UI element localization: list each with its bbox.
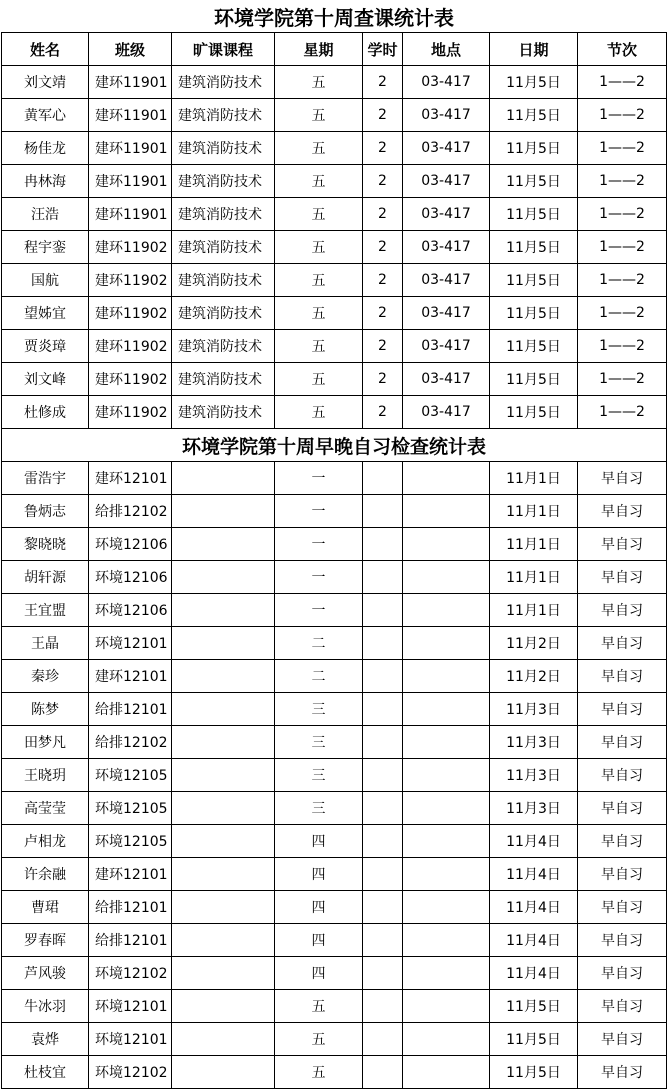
period-cell: 早自习 (578, 462, 667, 495)
location-cell: 03-417 (403, 165, 490, 198)
date-cell: 11月5日 (490, 1023, 578, 1056)
course-cell: 建筑消防技术 (172, 396, 275, 429)
weekday-cell: 五 (275, 66, 363, 99)
course-cell (172, 594, 275, 627)
table-row (2, 363, 667, 396)
weekday-cell: 四 (275, 924, 363, 957)
class-cell: 环境12106 (89, 561, 172, 594)
course-cell (172, 561, 275, 594)
weekday-cell: 五 (275, 99, 363, 132)
name-cell: 雷浩宇 (2, 462, 89, 495)
period-cell: 早自习 (578, 957, 667, 990)
table-row (2, 660, 667, 693)
period-cell: 早自习 (578, 660, 667, 693)
period-cell: 1——2 (578, 165, 667, 198)
table-row (2, 627, 667, 660)
weekday-cell: 五 (275, 396, 363, 429)
weekday-cell: 五 (275, 1056, 363, 1089)
weekday-cell: 一 (275, 594, 363, 627)
header-course: 旷课课程 (172, 33, 275, 66)
table-row (2, 792, 667, 825)
table-row (2, 264, 667, 297)
name-cell: 杨佳龙 (2, 132, 89, 165)
name-cell: 黎晓晓 (2, 528, 89, 561)
weekday-cell: 五 (275, 264, 363, 297)
course-cell (172, 1056, 275, 1089)
location-cell (403, 1056, 490, 1089)
location-cell: 03-417 (403, 396, 490, 429)
class-cell: 环境12102 (89, 957, 172, 990)
hours-cell: 2 (363, 132, 403, 165)
hours-cell: 2 (363, 231, 403, 264)
table-row (2, 891, 667, 924)
period-cell: 早自习 (578, 924, 667, 957)
header-date: 日期 (490, 33, 578, 66)
table-row (2, 1056, 667, 1089)
weekday-cell: 五 (275, 330, 363, 363)
class-cell: 环境12102 (89, 1056, 172, 1089)
date-cell: 11月1日 (490, 462, 578, 495)
location-cell (403, 660, 490, 693)
hours-cell: 2 (363, 66, 403, 99)
class-cell: 建环11902 (89, 231, 172, 264)
name-cell: 田梦凡 (2, 726, 89, 759)
course-cell (172, 759, 275, 792)
class-cell: 建环11902 (89, 396, 172, 429)
class-cell: 建环11902 (89, 363, 172, 396)
period-cell: 早自习 (578, 891, 667, 924)
hours-cell: 2 (363, 363, 403, 396)
class-cell: 环境12105 (89, 759, 172, 792)
period-cell: 1——2 (578, 66, 667, 99)
location-cell (403, 957, 490, 990)
location-cell (403, 693, 490, 726)
hours-cell (363, 1023, 403, 1056)
weekday-cell: 一 (275, 528, 363, 561)
location-cell (403, 594, 490, 627)
weekday-cell: 五 (275, 363, 363, 396)
class-cell: 环境12105 (89, 792, 172, 825)
weekday-cell: 三 (275, 759, 363, 792)
name-cell: 程宇銮 (2, 231, 89, 264)
date-cell: 11月5日 (490, 66, 578, 99)
hours-cell (363, 726, 403, 759)
period-cell: 1——2 (578, 396, 667, 429)
class-cell: 环境12106 (89, 528, 172, 561)
date-cell: 11月3日 (490, 792, 578, 825)
weekday-cell: 五 (275, 990, 363, 1023)
date-cell: 11月3日 (490, 726, 578, 759)
weekday-cell: 一 (275, 462, 363, 495)
period-cell: 1——2 (578, 99, 667, 132)
period-cell: 1——2 (578, 330, 667, 363)
table-row (2, 693, 667, 726)
table-row (2, 165, 667, 198)
location-cell: 03-417 (403, 363, 490, 396)
course-cell (172, 792, 275, 825)
period-cell: 1——2 (578, 264, 667, 297)
period-cell: 早自习 (578, 528, 667, 561)
hours-cell (363, 858, 403, 891)
class-cell: 环境12101 (89, 1023, 172, 1056)
weekday-cell: 四 (275, 957, 363, 990)
date-cell: 11月5日 (490, 363, 578, 396)
course-cell (172, 627, 275, 660)
name-cell: 刘文靖 (2, 66, 89, 99)
name-cell: 陈梦 (2, 693, 89, 726)
header-class: 班级 (89, 33, 172, 66)
name-cell: 袁烨 (2, 1023, 89, 1056)
hours-cell (363, 792, 403, 825)
course-cell: 建筑消防技术 (172, 132, 275, 165)
name-cell: 贾炎璋 (2, 330, 89, 363)
date-cell: 11月5日 (490, 396, 578, 429)
name-cell: 王宜盟 (2, 594, 89, 627)
name-cell: 高莹莹 (2, 792, 89, 825)
name-cell: 牛冰羽 (2, 990, 89, 1023)
location-cell (403, 726, 490, 759)
table-row (2, 1023, 667, 1056)
location-cell: 03-417 (403, 198, 490, 231)
period-cell: 1——2 (578, 297, 667, 330)
hours-cell: 2 (363, 330, 403, 363)
hours-cell (363, 660, 403, 693)
period-cell: 1——2 (578, 363, 667, 396)
course-cell (172, 693, 275, 726)
name-cell: 曹珺 (2, 891, 89, 924)
hours-cell: 2 (363, 264, 403, 297)
date-cell: 11月5日 (490, 99, 578, 132)
course-cell: 建筑消防技术 (172, 264, 275, 297)
course-cell (172, 990, 275, 1023)
name-cell: 杜修成 (2, 396, 89, 429)
course-cell: 建筑消防技术 (172, 330, 275, 363)
header-name: 姓名 (2, 33, 89, 66)
class-cell: 环境12101 (89, 627, 172, 660)
weekday-cell: 五 (275, 165, 363, 198)
date-cell: 11月3日 (490, 759, 578, 792)
period-cell: 早自习 (578, 990, 667, 1023)
name-cell: 王晓玥 (2, 759, 89, 792)
period-cell: 早自习 (578, 1023, 667, 1056)
date-cell: 11月5日 (490, 198, 578, 231)
period-cell: 早自习 (578, 561, 667, 594)
date-cell: 11月4日 (490, 858, 578, 891)
period-cell: 早自习 (578, 792, 667, 825)
weekday-cell: 二 (275, 660, 363, 693)
table-row (2, 99, 667, 132)
name-cell: 鲁炳志 (2, 495, 89, 528)
hours-cell: 2 (363, 198, 403, 231)
class-cell: 给排12101 (89, 924, 172, 957)
hours-cell (363, 759, 403, 792)
name-cell: 冉林海 (2, 165, 89, 198)
table-row (2, 726, 667, 759)
location-cell (403, 627, 490, 660)
name-cell: 许余融 (2, 858, 89, 891)
table-row (2, 858, 667, 891)
hours-cell (363, 528, 403, 561)
weekday-cell: 五 (275, 231, 363, 264)
name-cell: 卢相龙 (2, 825, 89, 858)
class-cell: 环境12105 (89, 825, 172, 858)
class-cell: 环境12106 (89, 594, 172, 627)
date-cell: 11月5日 (490, 231, 578, 264)
hours-cell (363, 924, 403, 957)
location-cell: 03-417 (403, 297, 490, 330)
location-cell (403, 858, 490, 891)
table-row (2, 396, 667, 429)
course-cell: 建筑消防技术 (172, 363, 275, 396)
hours-cell: 2 (363, 99, 403, 132)
hours-cell (363, 990, 403, 1023)
date-cell: 11月5日 (490, 330, 578, 363)
class-cell: 给排12101 (89, 891, 172, 924)
course-cell (172, 1023, 275, 1056)
location-cell (403, 1023, 490, 1056)
header-hours: 学时 (363, 33, 403, 66)
hours-cell (363, 891, 403, 924)
location-cell (403, 924, 490, 957)
header-row (2, 33, 667, 66)
class-cell: 建环11901 (89, 165, 172, 198)
table-row (2, 297, 667, 330)
date-cell: 11月4日 (490, 825, 578, 858)
header-weekday: 星期 (275, 33, 363, 66)
weekday-cell: 五 (275, 297, 363, 330)
header-period: 节次 (578, 33, 667, 66)
course-cell (172, 858, 275, 891)
course-cell (172, 495, 275, 528)
table-row (2, 825, 667, 858)
period-cell: 早自习 (578, 858, 667, 891)
table-row (2, 495, 667, 528)
date-cell: 11月3日 (490, 693, 578, 726)
hours-cell (363, 693, 403, 726)
weekday-cell: 五 (275, 1023, 363, 1056)
name-cell: 罗春晖 (2, 924, 89, 957)
period-cell: 早自习 (578, 759, 667, 792)
table2-title-row (2, 429, 667, 462)
class-cell: 建环11901 (89, 132, 172, 165)
period-cell: 早自习 (578, 726, 667, 759)
period-cell: 早自习 (578, 627, 667, 660)
weekday-cell: 一 (275, 495, 363, 528)
course-cell (172, 825, 275, 858)
weekday-cell: 五 (275, 198, 363, 231)
date-cell: 11月1日 (490, 594, 578, 627)
period-cell: 1——2 (578, 231, 667, 264)
name-cell: 芦风骏 (2, 957, 89, 990)
hours-cell (363, 594, 403, 627)
course-cell (172, 957, 275, 990)
location-cell: 03-417 (403, 231, 490, 264)
name-cell: 汪浩 (2, 198, 89, 231)
class-cell: 建环11902 (89, 297, 172, 330)
location-cell: 03-417 (403, 264, 490, 297)
table-row (2, 66, 667, 99)
attendance-table (1, 0, 667, 1089)
hours-cell (363, 495, 403, 528)
table-row (2, 132, 667, 165)
table-row (2, 462, 667, 495)
table2-title: 环境学院第十周早晚自习检查统计表 (2, 429, 667, 462)
location-cell (403, 561, 490, 594)
weekday-cell: 三 (275, 726, 363, 759)
name-cell: 王晶 (2, 627, 89, 660)
location-cell (403, 759, 490, 792)
period-cell: 早自习 (578, 825, 667, 858)
hours-cell (363, 561, 403, 594)
date-cell: 11月5日 (490, 165, 578, 198)
table-row (2, 231, 667, 264)
class-cell: 建环12101 (89, 462, 172, 495)
table-row (2, 990, 667, 1023)
name-cell: 杜枝宜 (2, 1056, 89, 1089)
location-cell (403, 528, 490, 561)
date-cell: 11月5日 (490, 297, 578, 330)
date-cell: 11月5日 (490, 264, 578, 297)
class-cell: 建环12101 (89, 858, 172, 891)
table-row (2, 528, 667, 561)
period-cell: 早自习 (578, 495, 667, 528)
class-cell: 给排12101 (89, 693, 172, 726)
weekday-cell: 五 (275, 132, 363, 165)
date-cell: 11月4日 (490, 891, 578, 924)
period-cell: 早自习 (578, 1056, 667, 1089)
period-cell: 早自习 (578, 594, 667, 627)
date-cell: 11月5日 (490, 132, 578, 165)
hours-cell: 2 (363, 297, 403, 330)
course-cell (172, 924, 275, 957)
location-cell: 03-417 (403, 66, 490, 99)
date-cell: 11月4日 (490, 924, 578, 957)
table-row (2, 198, 667, 231)
class-cell: 建环11902 (89, 330, 172, 363)
class-cell: 建环11902 (89, 264, 172, 297)
table1-title: 环境学院第十周查课统计表 (2, 0, 667, 33)
location-cell (403, 891, 490, 924)
date-cell: 11月5日 (490, 1056, 578, 1089)
weekday-cell: 四 (275, 858, 363, 891)
header-location: 地点 (403, 33, 490, 66)
location-cell: 03-417 (403, 132, 490, 165)
course-cell (172, 462, 275, 495)
course-cell (172, 660, 275, 693)
weekday-cell: 四 (275, 891, 363, 924)
hours-cell (363, 825, 403, 858)
hours-cell: 2 (363, 396, 403, 429)
location-cell (403, 462, 490, 495)
course-cell: 建筑消防技术 (172, 99, 275, 132)
hours-cell (363, 957, 403, 990)
weekday-cell: 三 (275, 792, 363, 825)
name-cell: 胡轩源 (2, 561, 89, 594)
course-cell: 建筑消防技术 (172, 165, 275, 198)
course-cell: 建筑消防技术 (172, 198, 275, 231)
table-row (2, 561, 667, 594)
class-cell: 给排12102 (89, 495, 172, 528)
hours-cell (363, 1056, 403, 1089)
class-cell: 建环12101 (89, 660, 172, 693)
class-cell: 建环11901 (89, 99, 172, 132)
hours-cell: 2 (363, 165, 403, 198)
date-cell: 11月1日 (490, 528, 578, 561)
date-cell: 11月1日 (490, 561, 578, 594)
location-cell (403, 825, 490, 858)
course-cell: 建筑消防技术 (172, 231, 275, 264)
location-cell: 03-417 (403, 99, 490, 132)
name-cell: 望姊宜 (2, 297, 89, 330)
table1-title-row (2, 0, 667, 33)
table-row (2, 330, 667, 363)
weekday-cell: 三 (275, 693, 363, 726)
period-cell: 1——2 (578, 132, 667, 165)
table-row (2, 924, 667, 957)
location-cell (403, 792, 490, 825)
date-cell: 11月5日 (490, 990, 578, 1023)
name-cell: 秦珍 (2, 660, 89, 693)
course-cell (172, 528, 275, 561)
class-cell: 建环11901 (89, 66, 172, 99)
name-cell: 黄军心 (2, 99, 89, 132)
weekday-cell: 四 (275, 825, 363, 858)
course-cell: 建筑消防技术 (172, 297, 275, 330)
date-cell: 11月2日 (490, 660, 578, 693)
weekday-cell: 二 (275, 627, 363, 660)
table-row (2, 759, 667, 792)
table-row (2, 594, 667, 627)
period-cell: 早自习 (578, 693, 667, 726)
course-cell (172, 891, 275, 924)
location-cell: 03-417 (403, 330, 490, 363)
hours-cell (363, 462, 403, 495)
hours-cell (363, 627, 403, 660)
date-cell: 11月2日 (490, 627, 578, 660)
location-cell (403, 990, 490, 1023)
class-cell: 环境12101 (89, 990, 172, 1023)
table-row (2, 957, 667, 990)
course-cell: 建筑消防技术 (172, 66, 275, 99)
date-cell: 11月4日 (490, 957, 578, 990)
location-cell (403, 495, 490, 528)
class-cell: 建环11901 (89, 198, 172, 231)
name-cell: 刘文峰 (2, 363, 89, 396)
date-cell: 11月1日 (490, 495, 578, 528)
course-cell (172, 726, 275, 759)
name-cell: 国航 (2, 264, 89, 297)
class-cell: 给排12102 (89, 726, 172, 759)
period-cell: 1——2 (578, 198, 667, 231)
weekday-cell: 一 (275, 561, 363, 594)
